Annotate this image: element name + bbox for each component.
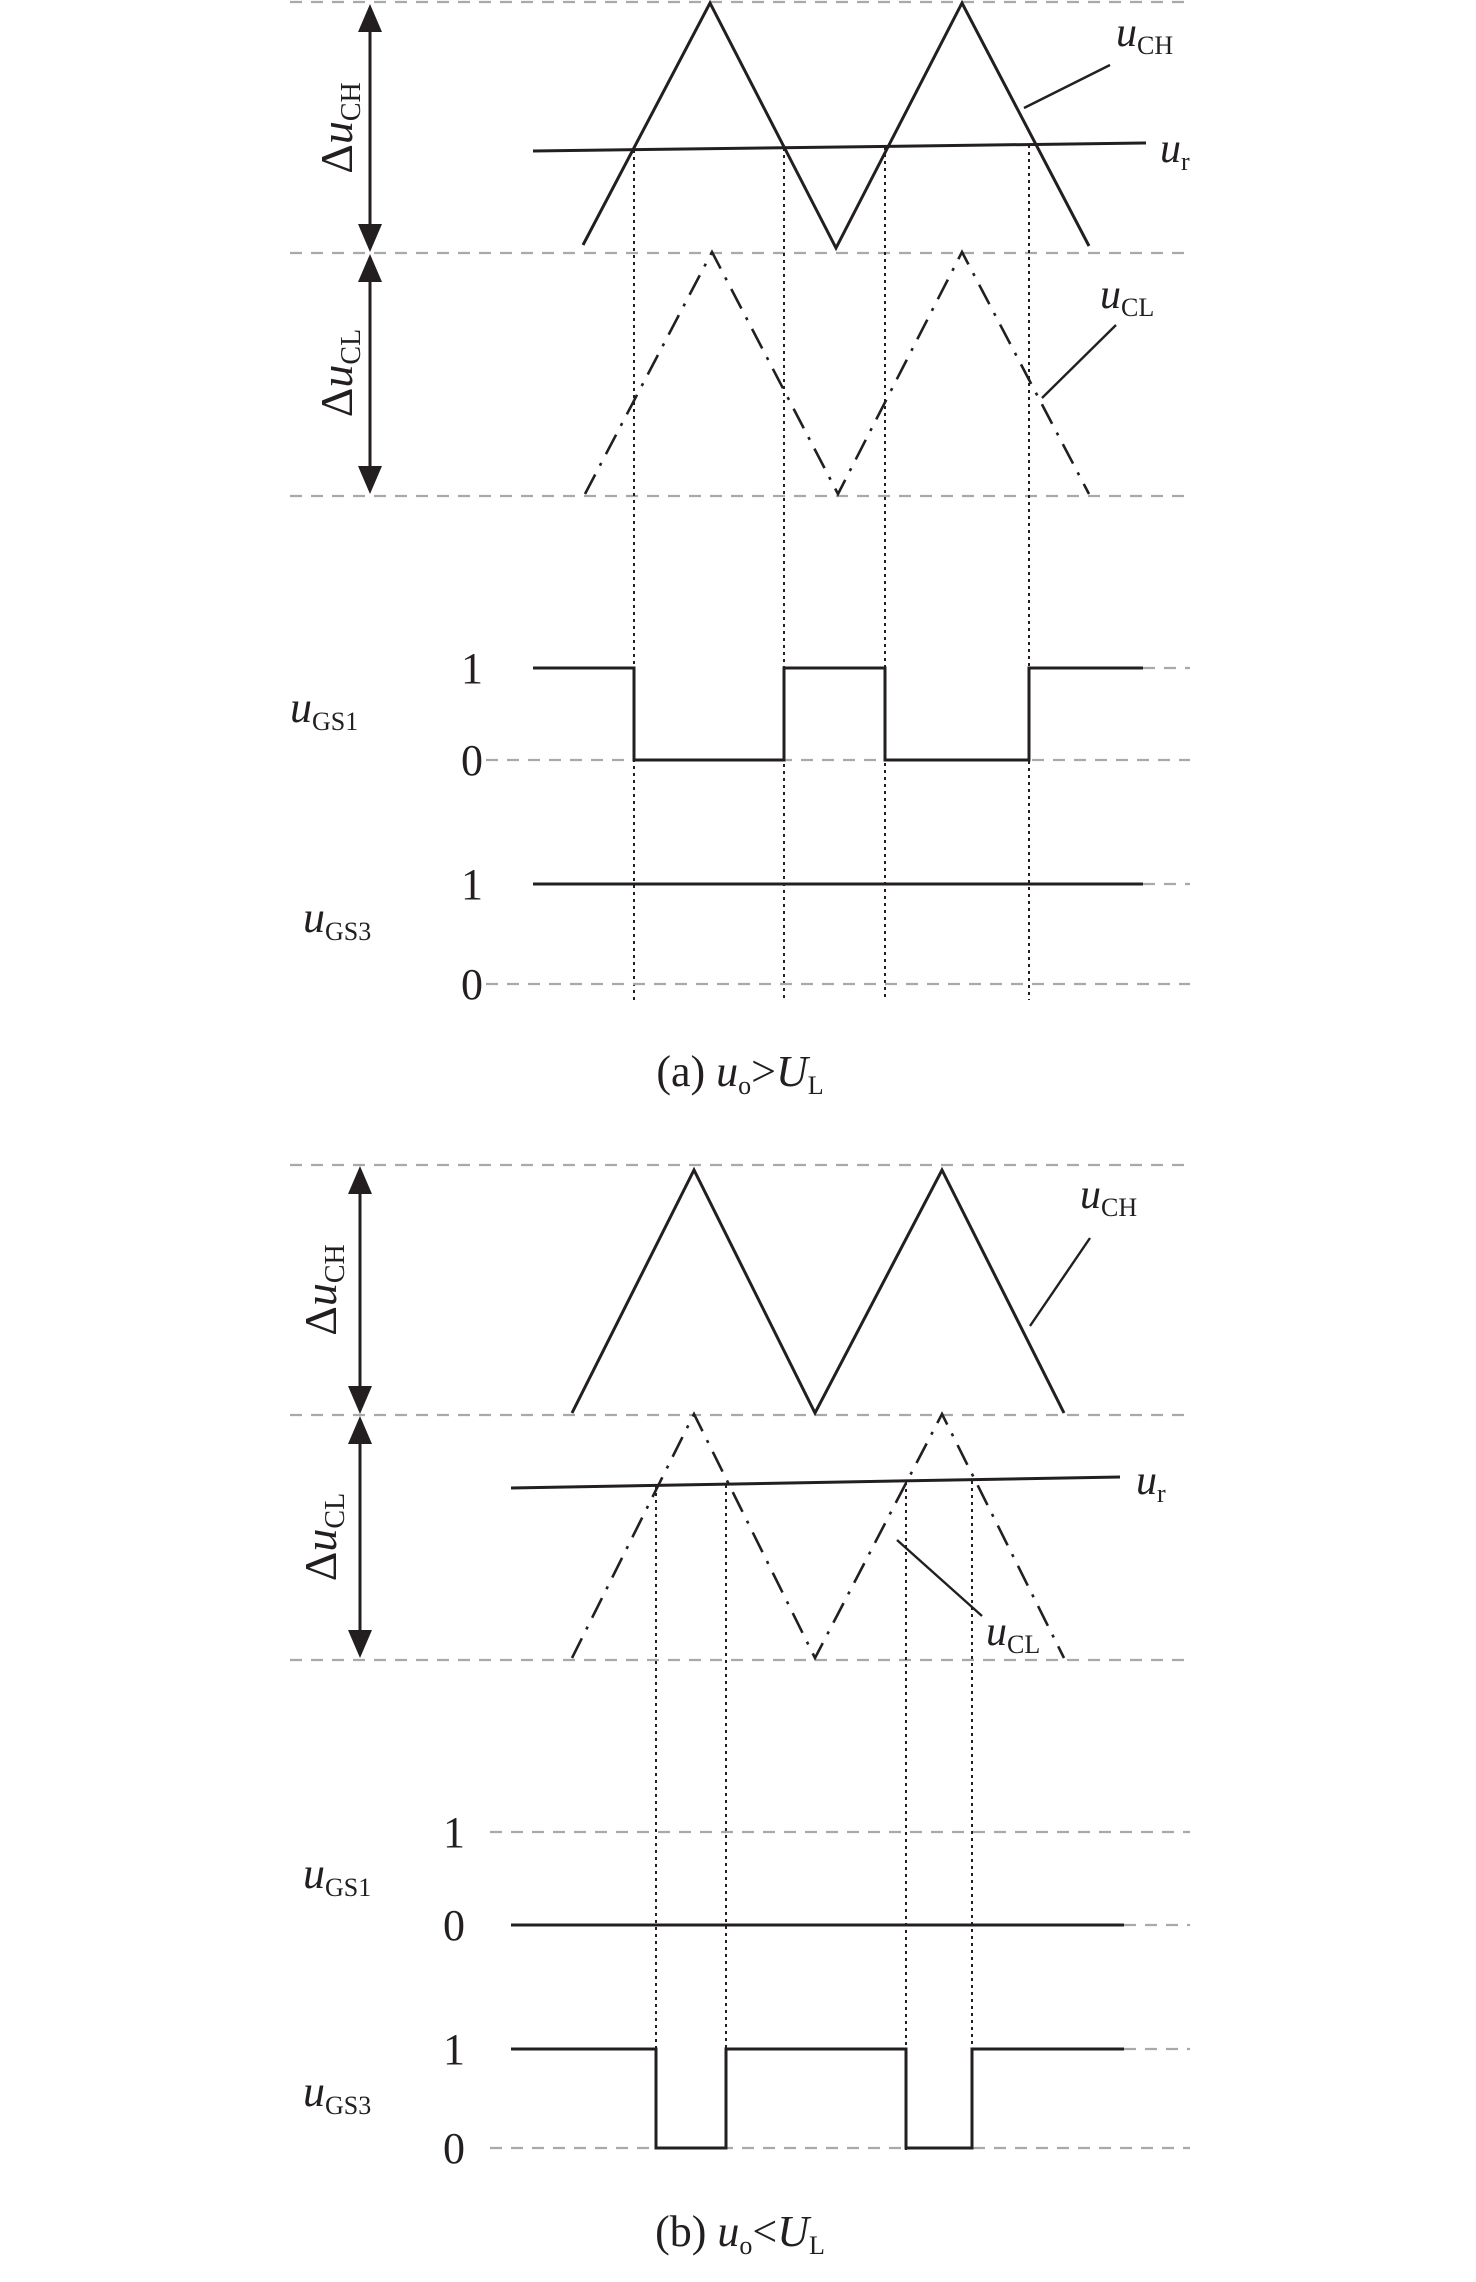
a-ucl-carrier <box>585 252 1089 494</box>
b-caption: (b) uo<UL <box>655 2207 825 2260</box>
b-delta-ucl-label: ΔuCL <box>295 1492 351 1582</box>
b-uch-leader <box>1030 1238 1090 1326</box>
panel-a <box>290 2 1190 1100</box>
b-ucl-leader <box>897 1540 982 1616</box>
b-ucl-label: uCL <box>986 1609 1041 1659</box>
a-uch-carrier <box>583 3 1089 248</box>
a-delta-ucl-arrowhead-down <box>358 466 382 494</box>
a-ucl-leader <box>1042 325 1116 398</box>
a-uch-label: uCH <box>1116 10 1174 60</box>
a-ugs1-level-0: 0 <box>461 736 483 785</box>
a-ur-reference-line <box>533 143 1146 151</box>
b-ugs3-level-1: 1 <box>443 2025 465 2074</box>
b-ugs3-label: uGS3 <box>303 2067 372 2120</box>
b-uch-carrier <box>572 1170 1064 1413</box>
a-delta-ucl-label: ΔuCL <box>311 328 367 418</box>
a-ur-label: ur <box>1160 126 1190 176</box>
a-delta-uch-arrowhead-down <box>358 224 382 252</box>
b-ugs3-pulse-train <box>511 2049 1124 2148</box>
b-delta-uch-label: ΔuCH <box>295 1244 351 1336</box>
a-delta-uch-arrowhead-up <box>358 4 382 32</box>
a-caption: (a) uo>UL <box>656 1047 824 1100</box>
b-delta-ucl-arrowhead-down <box>348 1630 372 1658</box>
a-ugs1-level-1: 1 <box>461 644 483 693</box>
b-ur-reference-line <box>511 1477 1120 1488</box>
panel-b <box>290 1165 1190 2260</box>
a-delta-ucl-arrowhead-up <box>358 254 382 282</box>
b-delta-ucl-arrowhead-up <box>348 1416 372 1444</box>
a-ugs1-pulse-train <box>533 668 1143 760</box>
b-ugs3-level-0: 0 <box>443 2124 465 2173</box>
b-ugs1-level-0: 0 <box>443 1901 465 1950</box>
a-ugs1-label: uGS1 <box>290 683 359 736</box>
b-delta-uch-arrowhead-up <box>348 1166 372 1194</box>
a-uch-leader <box>1024 65 1110 108</box>
a-delta-uch-label: ΔuCH <box>311 82 367 174</box>
b-delta-uch-arrowhead-down <box>348 1386 372 1414</box>
b-ugs1-label: uGS1 <box>303 1849 372 1902</box>
a-ucl-label: uCL <box>1100 272 1155 322</box>
a-ugs3-level-1: 1 <box>461 860 483 909</box>
b-uch-label: uCH <box>1080 1172 1138 1222</box>
b-ur-label: ur <box>1136 1458 1166 1508</box>
a-ugs3-label: uGS3 <box>303 893 372 946</box>
a-ugs3-level-0: 0 <box>461 960 483 1009</box>
b-ugs1-level-1: 1 <box>443 1808 465 1857</box>
